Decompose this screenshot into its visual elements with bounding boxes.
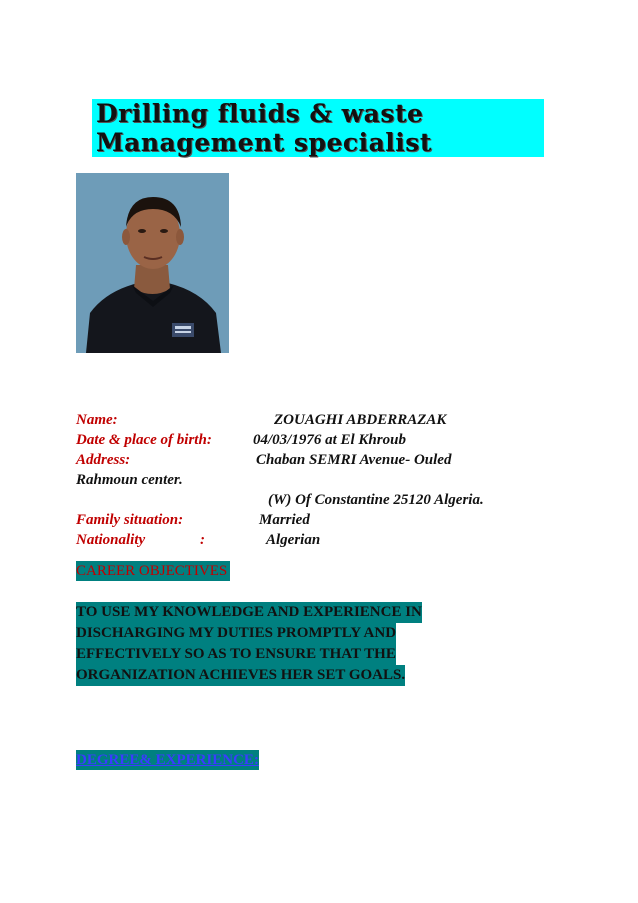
name-value: ZOUAGHI ABDERRAZAK	[274, 412, 447, 428]
objective-line: DISCHARGING MY DUTIES PROMPTLY AND	[76, 623, 396, 644]
address-row	[76, 450, 556, 470]
nationality-value: Algerian	[266, 532, 321, 548]
dob-value: 04/03/1976 at El Khroub	[253, 432, 406, 448]
personal-info	[76, 410, 556, 550]
title-line-2: Management specialist	[92, 128, 544, 157]
objective-line: EFFECTIVELY SO AS TO ENSURE THAT THE	[76, 644, 396, 665]
dob-row	[76, 430, 556, 450]
nationality-label: Nationality	[76, 532, 146, 548]
address-line3: (W) Of Constantine 25120 Algeria.	[268, 492, 484, 508]
title-line-1: Drilling fluids & waste	[92, 99, 544, 128]
address-cont-row	[76, 470, 556, 490]
address-label: Address:	[76, 452, 131, 468]
family-value: Married	[259, 512, 310, 528]
objective-line: TO USE MY KNOWLEDGE AND EXPERIENCE IN	[76, 602, 422, 623]
document-title	[92, 99, 544, 157]
career-objectives-heading: CAREER OBJECTIVES	[76, 561, 230, 581]
family-row	[76, 510, 556, 530]
family-label: Family situation:	[76, 512, 184, 528]
dob-label: Date & place of birth:	[76, 432, 212, 448]
degree-experience-heading: DEGREE& EXPERIENCE:	[76, 752, 259, 768]
portrait-photo	[76, 173, 229, 353]
name-row	[76, 410, 556, 430]
career-objective-text	[76, 602, 496, 686]
name-label: Name:	[76, 412, 118, 428]
address-line3-row	[76, 490, 556, 510]
objective-line: ORGANIZATION ACHIEVES HER SET GOALS.	[76, 665, 405, 686]
address-value: Chaban SEMRI Avenue- Ouled	[256, 452, 452, 468]
address-continuation: Rahmoun center.	[76, 472, 183, 488]
nationality-row	[76, 530, 556, 550]
nationality-colon: :	[200, 532, 205, 548]
